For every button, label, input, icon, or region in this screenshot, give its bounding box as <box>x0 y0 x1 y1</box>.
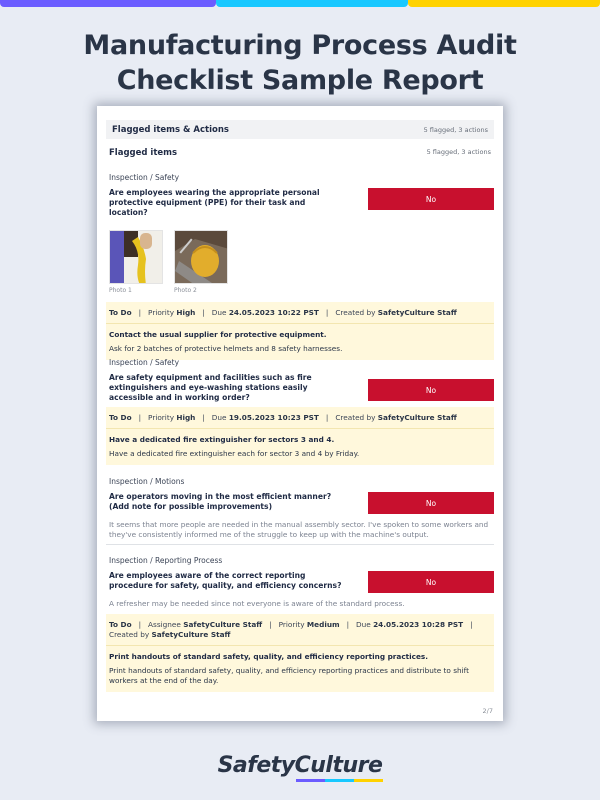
action-status: To Do <box>109 308 132 317</box>
page-title <box>0 28 600 98</box>
answer-badge: No <box>368 188 494 210</box>
priority-label: Priority <box>278 620 307 629</box>
created-label: Created by <box>335 413 378 422</box>
helmet-photo[interactable] <box>174 230 228 284</box>
page-number: 2/7 <box>482 707 493 715</box>
separator: | <box>133 308 146 317</box>
action-meta <box>106 407 494 429</box>
action-status: To Do <box>109 413 132 422</box>
action-description: Have a dedicated fire extinguisher each for sector 3 and 4 by Friday. <box>109 449 360 458</box>
separator: | <box>321 308 333 317</box>
separator: | <box>321 413 333 422</box>
photo-gallery <box>106 230 494 294</box>
safetyculture-logo: SafetyCulture <box>217 753 383 778</box>
priority-label: Priority <box>148 413 177 422</box>
action-created-by: SafetyCulture Staff <box>151 630 231 639</box>
item-note: A refresher may be needed since not everyone is aware of the standard process. <box>109 599 405 608</box>
subsection-summary: 5 flagged, 3 actions <box>426 148 491 156</box>
flagged-item <box>106 358 494 465</box>
separator: | <box>264 620 277 629</box>
action-card[interactable] <box>106 614 494 692</box>
photo-caption: Photo 2 <box>174 287 197 294</box>
answer-badge: No <box>368 379 494 401</box>
due-label: Due <box>356 620 374 629</box>
action-meta <box>106 614 494 646</box>
report-page <box>97 106 503 721</box>
top-bar-purple <box>0 0 216 7</box>
action-assignee: SafetyCulture Staff <box>183 620 263 629</box>
item-question: Are operators moving in the most efficient manner? (Add note for possible improvements) <box>109 492 332 511</box>
item-breadcrumb: Inspection / Motions <box>109 477 185 486</box>
answer-badge: No <box>368 492 494 514</box>
separator: | <box>133 620 146 629</box>
title-line-2: Checklist Sample Report <box>116 65 484 96</box>
action-description: Ask for 2 batches of protective helmets and 8 safety harnesses. <box>109 344 343 353</box>
action-description: Print handouts of standard safety, quality, and efficiency reporting practices and distribute to shift workers at the end of the day. <box>109 666 469 685</box>
item-question: Are employees wearing the appropriate personal protective equipment (PPE) for their task and location? <box>109 188 320 217</box>
separator: | <box>465 620 478 629</box>
priority-label: Priority <box>148 308 177 317</box>
action-due: 24.05.2023 10:28 PST <box>373 620 464 629</box>
assignee-label: Assignee <box>148 620 184 629</box>
section-header <box>106 120 494 139</box>
separator: | <box>133 413 146 422</box>
action-priority: High <box>176 308 196 317</box>
title-line-1: Manufacturing Process Audit <box>83 30 517 61</box>
harness-photo[interactable] <box>109 230 163 284</box>
flagged-item <box>106 477 494 545</box>
item-breadcrumb: Inspection / Safety <box>109 173 180 182</box>
answer-badge: No <box>368 571 494 593</box>
action-priority: High <box>176 413 196 422</box>
flagged-item <box>106 556 494 692</box>
separator: | <box>341 620 354 629</box>
flagged-item <box>106 173 494 360</box>
item-question: Are safety equipment and facilities such as fire extinguishers and eye-washing stations easily accessible and in working order? <box>109 373 312 402</box>
action-meta <box>106 302 494 324</box>
subsection-title: Flagged items <box>109 148 178 158</box>
photo-caption: Photo 1 <box>109 287 132 294</box>
logo-underline <box>296 779 383 782</box>
action-title: Have a dedicated fire extinguisher for sectors 3 and 4. <box>109 435 335 444</box>
section-summary: 5 flagged, 3 actions <box>423 125 488 134</box>
divider <box>106 544 494 545</box>
due-label: Due <box>211 413 229 422</box>
action-created-by: SafetyCulture Staff <box>377 413 457 422</box>
item-breadcrumb: Inspection / Reporting Process <box>109 556 223 565</box>
top-bar-cyan <box>216 0 408 7</box>
separator: | <box>197 308 210 317</box>
separator: | <box>197 413 210 422</box>
action-title: Contact the usual supplier for protective equipment. <box>109 330 327 339</box>
due-label: Due <box>211 308 229 317</box>
item-question: Are employees aware of the correct reporting procedure for safety, quality, and efficiency concerns? <box>109 571 342 590</box>
subsection-header <box>106 148 494 158</box>
action-created-by: SafetyCulture Staff <box>377 308 457 317</box>
top-bar-yellow <box>408 0 600 7</box>
action-card[interactable] <box>106 302 494 360</box>
action-title: Print handouts of standard safety, quality, and efficiency reporting practices. <box>109 652 429 661</box>
item-breadcrumb: Inspection / Safety <box>109 358 180 367</box>
action-due: 24.05.2023 10:22 PST <box>228 308 319 317</box>
created-label: Created by <box>335 308 378 317</box>
action-card[interactable] <box>106 407 494 465</box>
item-note: It seems that more people are needed in the manual assembly sector. I've spoken to some workers and they've consistently informed me of the struggle to keep up with the machine's output. <box>109 520 489 539</box>
action-priority: Medium <box>306 620 340 629</box>
action-due: 19.05.2023 10:23 PST <box>228 413 319 422</box>
created-label: Created by <box>109 630 152 639</box>
section-title: Flagged items & Actions <box>112 124 229 135</box>
action-status: To Do <box>109 620 132 629</box>
top-color-bar <box>0 0 600 7</box>
